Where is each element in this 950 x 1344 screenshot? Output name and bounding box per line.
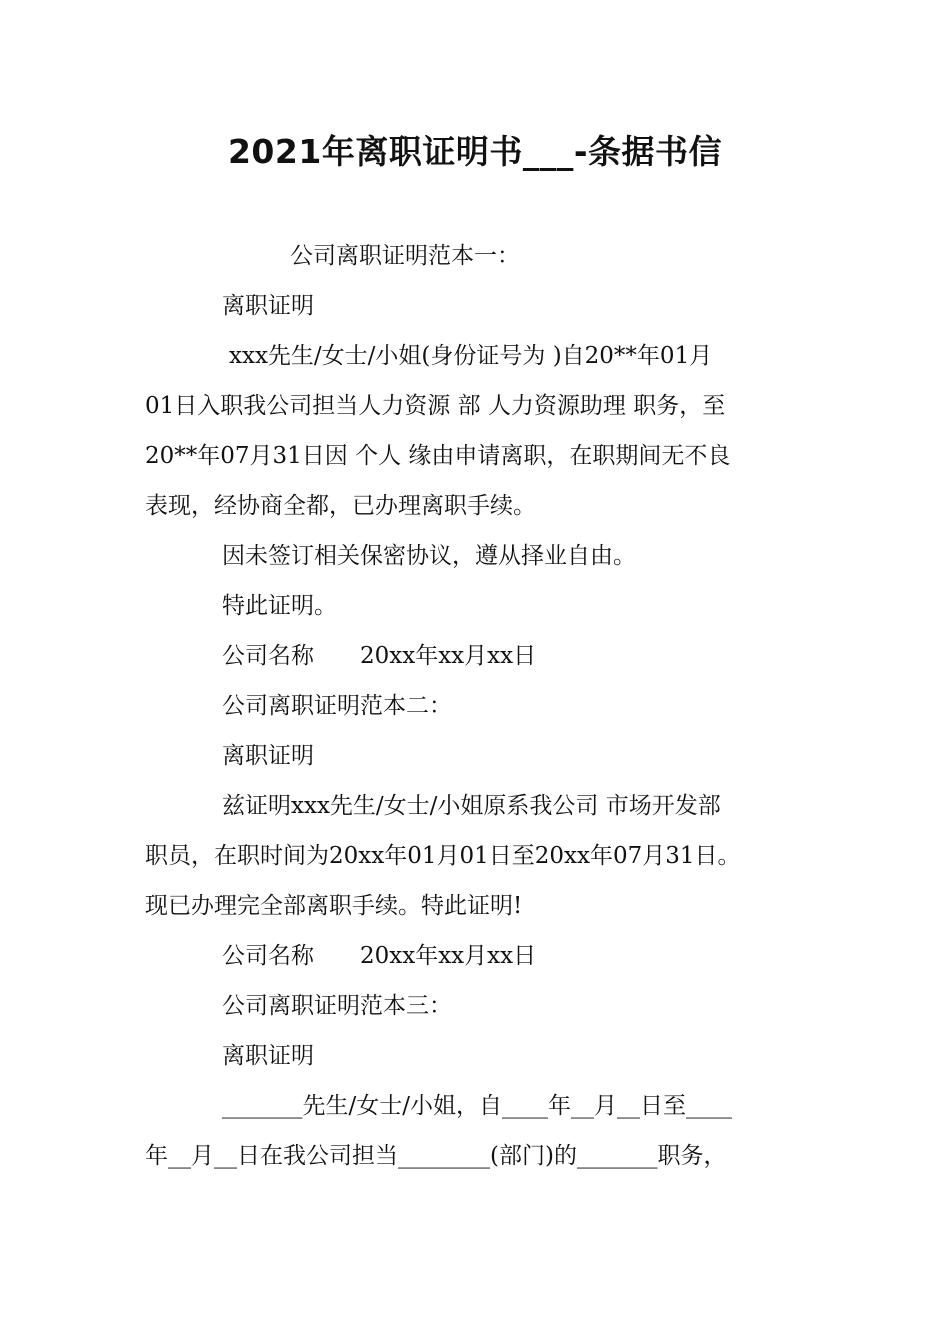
certificate-heading: 离职证明 (222, 743, 314, 769)
paragraph-line: 表现，经协商全都，已办理离职手续。 (145, 493, 536, 519)
certificate-heading: 离职证明 (222, 1043, 314, 1069)
paragraph-line: _______先生/女士/小姐，自____年__月__日至____ (222, 1093, 732, 1119)
section-heading-sample-2: 公司离职证明范本二： (222, 693, 452, 719)
section-heading-sample-3: 公司离职证明范本三： (222, 993, 452, 1019)
certificate-heading: 离职证明 (222, 293, 314, 319)
paragraph-line: 01日入职我公司担当人力资源 部 人力资源助理 职务，至 (145, 393, 726, 419)
paragraph-line: 年__月__日在我公司担当________(部门)的_______职务， (145, 1143, 727, 1169)
document-title: 2021年离职证明书___-条据书信 (227, 132, 723, 171)
paragraph-line: 因未签订相关保密协议，遵从择业自由。 (222, 543, 636, 569)
section-heading-sample-1: 公司离职证明范本一： (290, 243, 520, 269)
paragraph-line: 职员，在职时间为20xx年01月01日至20xx年07月31日。 (145, 843, 741, 869)
paragraph-line: 20**年07月31日因 个人 缘由申请离职，在职期间无不良 (145, 443, 731, 469)
signature-line: 公司名称 20xx年xx月xx日 (222, 643, 537, 669)
paragraph-line: 兹证明xxx先生/女士/小姐原系我公司 市场开发部 (222, 793, 721, 819)
document-body (145, 231, 810, 1181)
signature-line: 公司名称 20xx年xx月xx日 (222, 943, 537, 969)
paragraph-line: 现已办理完全部离职手续。特此证明! (145, 893, 523, 919)
paragraph-line: xxx先生/女士/小姐(身份证号为 )自20**年01月 (229, 343, 713, 369)
paragraph-line: 特此证明。 (222, 593, 337, 619)
